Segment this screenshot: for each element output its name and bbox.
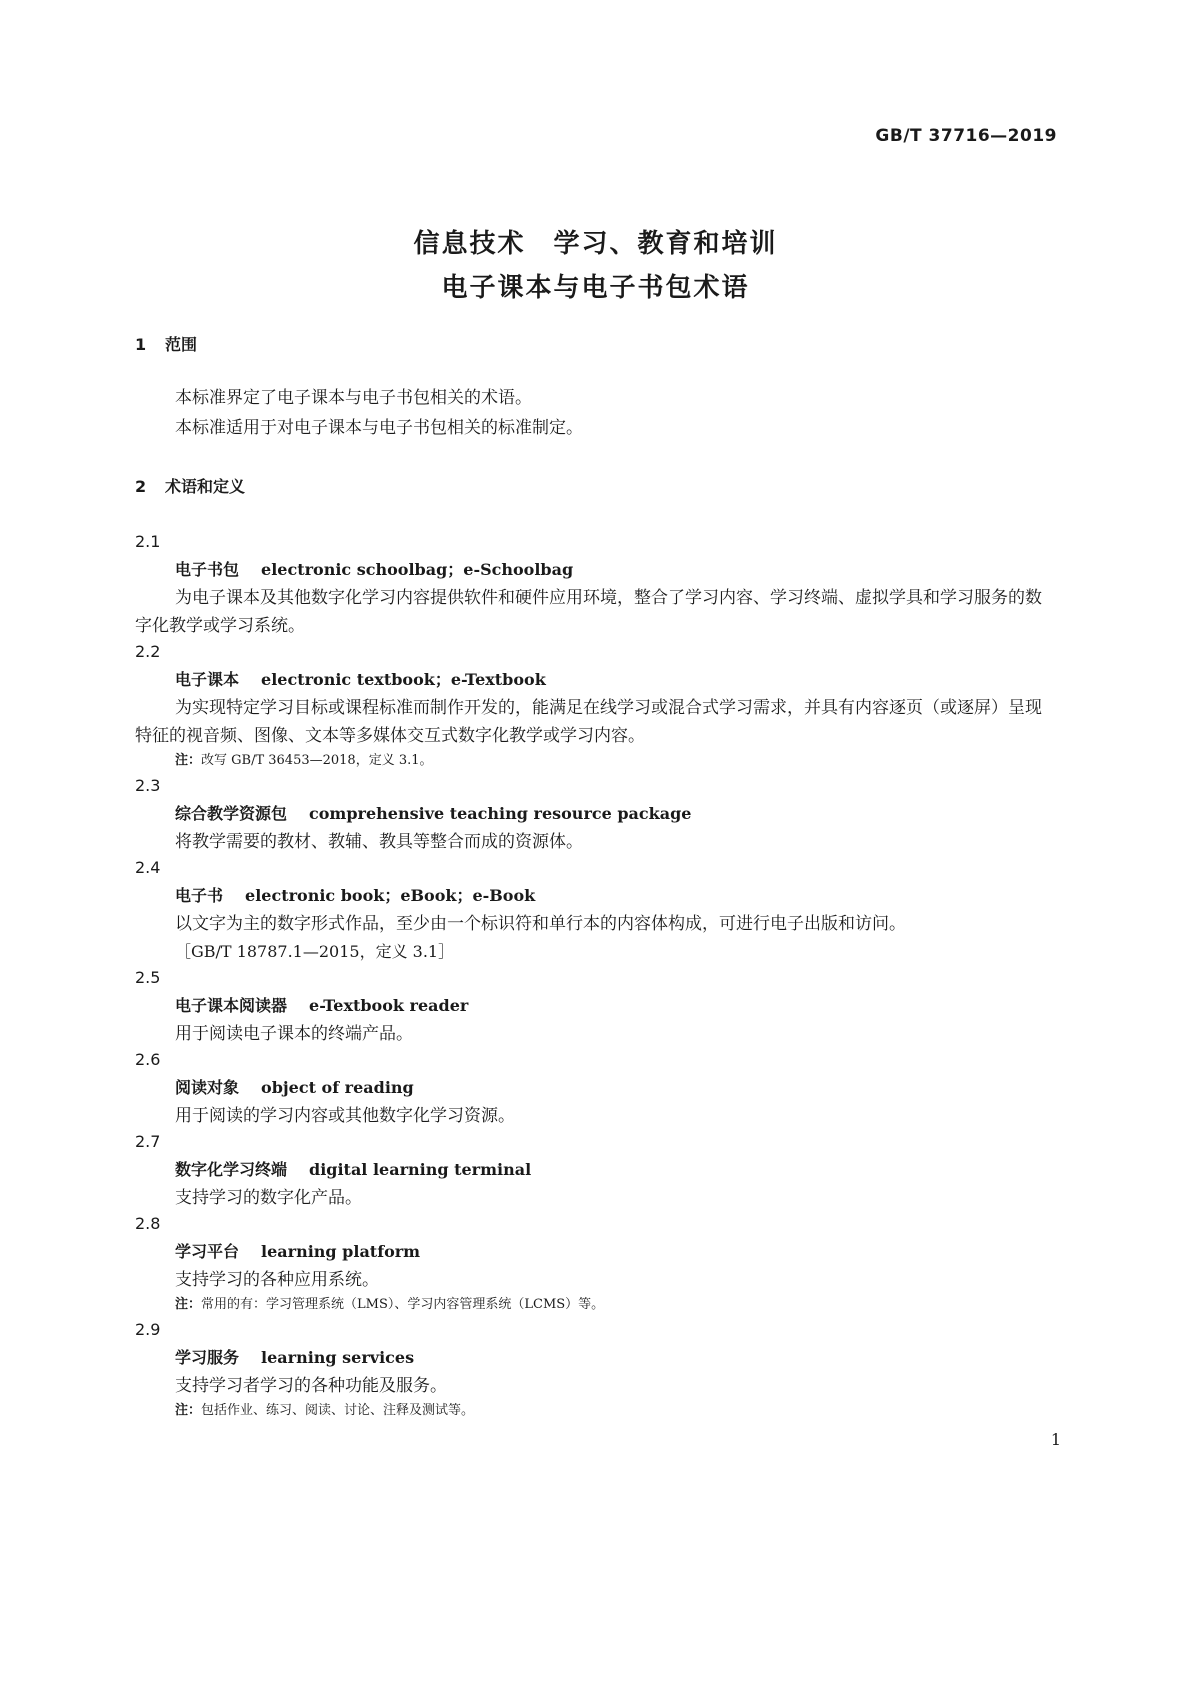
term-definition: 以文字为主的数字形式作品，至少由一个标识符和单行本的内容体构成，可进行电子出版和访问。 xyxy=(175,914,906,934)
title-line-1: 信息技术 学习、教育和培训 xyxy=(413,229,778,259)
term-definition: 支持学习的数字化产品。 xyxy=(175,1188,362,1208)
term-name-en: learning services xyxy=(261,1348,415,1367)
document-title xyxy=(0,222,1191,310)
term-number: 2.5 xyxy=(135,968,161,987)
term-entry xyxy=(135,1210,1055,1316)
term-name xyxy=(175,1344,1055,1372)
term-name-en: electronic book；eBook；e-Book xyxy=(245,886,536,905)
term-name-zh: 综合教学资源包 xyxy=(175,804,288,823)
term-number: 2.3 xyxy=(135,776,161,795)
term-definition: 为电子课本及其他数字化学习内容提供软件和硬件应用环境，整合了学习内容、学习终端、虚拟学具和学习服务的数字化教学或学习系统。 xyxy=(135,588,1042,636)
term-number: 2.8 xyxy=(135,1214,161,1233)
term-name-zh: 学习平台 xyxy=(175,1242,240,1261)
term-entry xyxy=(135,528,1055,640)
scope-paragraph-2: 本标准适用于对电子课本与电子书包相关的标准制定。 xyxy=(175,418,583,438)
note-label: 注： xyxy=(175,1297,202,1312)
term-note xyxy=(175,1400,1055,1422)
term-name-en: digital learning terminal xyxy=(309,1160,532,1179)
term-note xyxy=(175,750,1055,772)
term-definition: 支持学习者学习的各种功能及服务。 xyxy=(175,1376,447,1396)
term-name-en: e-Textbook reader xyxy=(309,996,469,1015)
term-definition: 为实现特定学习目标或课程标准而制作开发的，能满足在线学习或混合式学习需求，并具有内容逐页（或逐屏）呈现特征的视音频、图像、文本等多媒体交互式数字化教学或学习内容。 xyxy=(135,698,1042,746)
term-number: 2.1 xyxy=(135,532,161,551)
term-name-en: comprehensive teaching resource package xyxy=(309,804,692,823)
term-definition: 将教学需要的教材、教辅、教具等整合而成的资源体。 xyxy=(175,832,583,852)
term-entry xyxy=(135,1046,1055,1130)
term-name xyxy=(175,800,1055,828)
term-name-en: object of reading xyxy=(261,1078,414,1097)
term-number: 2.2 xyxy=(135,642,161,661)
term-note xyxy=(175,1294,1055,1316)
standard-code: GB/T 37716—2019 xyxy=(875,126,1057,146)
term-number: 2.4 xyxy=(135,858,161,877)
section-title: 术语和定义 xyxy=(165,477,246,496)
section-number: 1 xyxy=(135,335,147,354)
scope-paragraph-1: 本标准界定了电子课本与电子书包相关的术语。 xyxy=(175,388,532,408)
term-name-en: electronic textbook；e-Textbook xyxy=(261,670,546,689)
term-entry xyxy=(135,854,1055,966)
term-name xyxy=(175,1074,1055,1102)
term-name xyxy=(175,1156,1055,1184)
term-name-zh: 数字化学习终端 xyxy=(175,1160,288,1179)
note-text: 包括作业、练习、阅读、讨论、注释及测试等。 xyxy=(201,1403,475,1418)
term-entry xyxy=(135,1316,1055,1422)
section-title: 范围 xyxy=(165,335,198,354)
term-definition: 用于阅读电子课本的终端产品。 xyxy=(175,1024,413,1044)
term-name-zh: 电子课本 xyxy=(175,670,240,689)
section-heading-terms xyxy=(135,474,245,497)
note-label: 注： xyxy=(175,753,202,768)
term-name xyxy=(175,992,1055,1020)
term-name-en: electronic schoolbag；e-Schoolbag xyxy=(261,560,574,579)
term-name-zh: 学习服务 xyxy=(175,1348,240,1367)
section-heading-scope xyxy=(135,332,197,355)
term-name xyxy=(175,556,1055,584)
title-line-2: 电子课本与电子书包术语 xyxy=(441,273,750,303)
term-name xyxy=(175,882,1055,910)
term-entry xyxy=(135,964,1055,1048)
term-name-en: learning platform xyxy=(261,1242,421,1261)
term-name-zh: 电子书包 xyxy=(175,560,240,579)
note-text: 常用的有：学习管理系统（LMS）、学习内容管理系统（LCMS）等。 xyxy=(201,1297,605,1312)
term-name xyxy=(175,666,1055,694)
term-definition: 用于阅读的学习内容或其他数字化学习资源。 xyxy=(175,1106,515,1126)
term-name-zh: 电子书 xyxy=(175,886,224,905)
term-number: 2.6 xyxy=(135,1050,161,1069)
term-definition: 支持学习的各种应用系统。 xyxy=(175,1270,379,1290)
term-name-zh: 电子课本阅读器 xyxy=(175,996,288,1015)
term-name-zh: 阅读对象 xyxy=(175,1078,240,1097)
term-number: 2.9 xyxy=(135,1320,161,1339)
page-number: 1 xyxy=(1050,1430,1061,1449)
term-source: ［GB/T 18787.1—2015，定义 3.1］ xyxy=(175,942,455,961)
term-entry xyxy=(135,638,1055,772)
section-number: 2 xyxy=(135,477,147,496)
term-entry xyxy=(135,772,1055,856)
term-entry xyxy=(135,1128,1055,1212)
note-label: 注： xyxy=(175,1403,202,1418)
note-text: 改写 GB/T 36453—2018，定义 3.1。 xyxy=(201,753,433,768)
term-number: 2.7 xyxy=(135,1132,161,1151)
term-name xyxy=(175,1238,1055,1266)
